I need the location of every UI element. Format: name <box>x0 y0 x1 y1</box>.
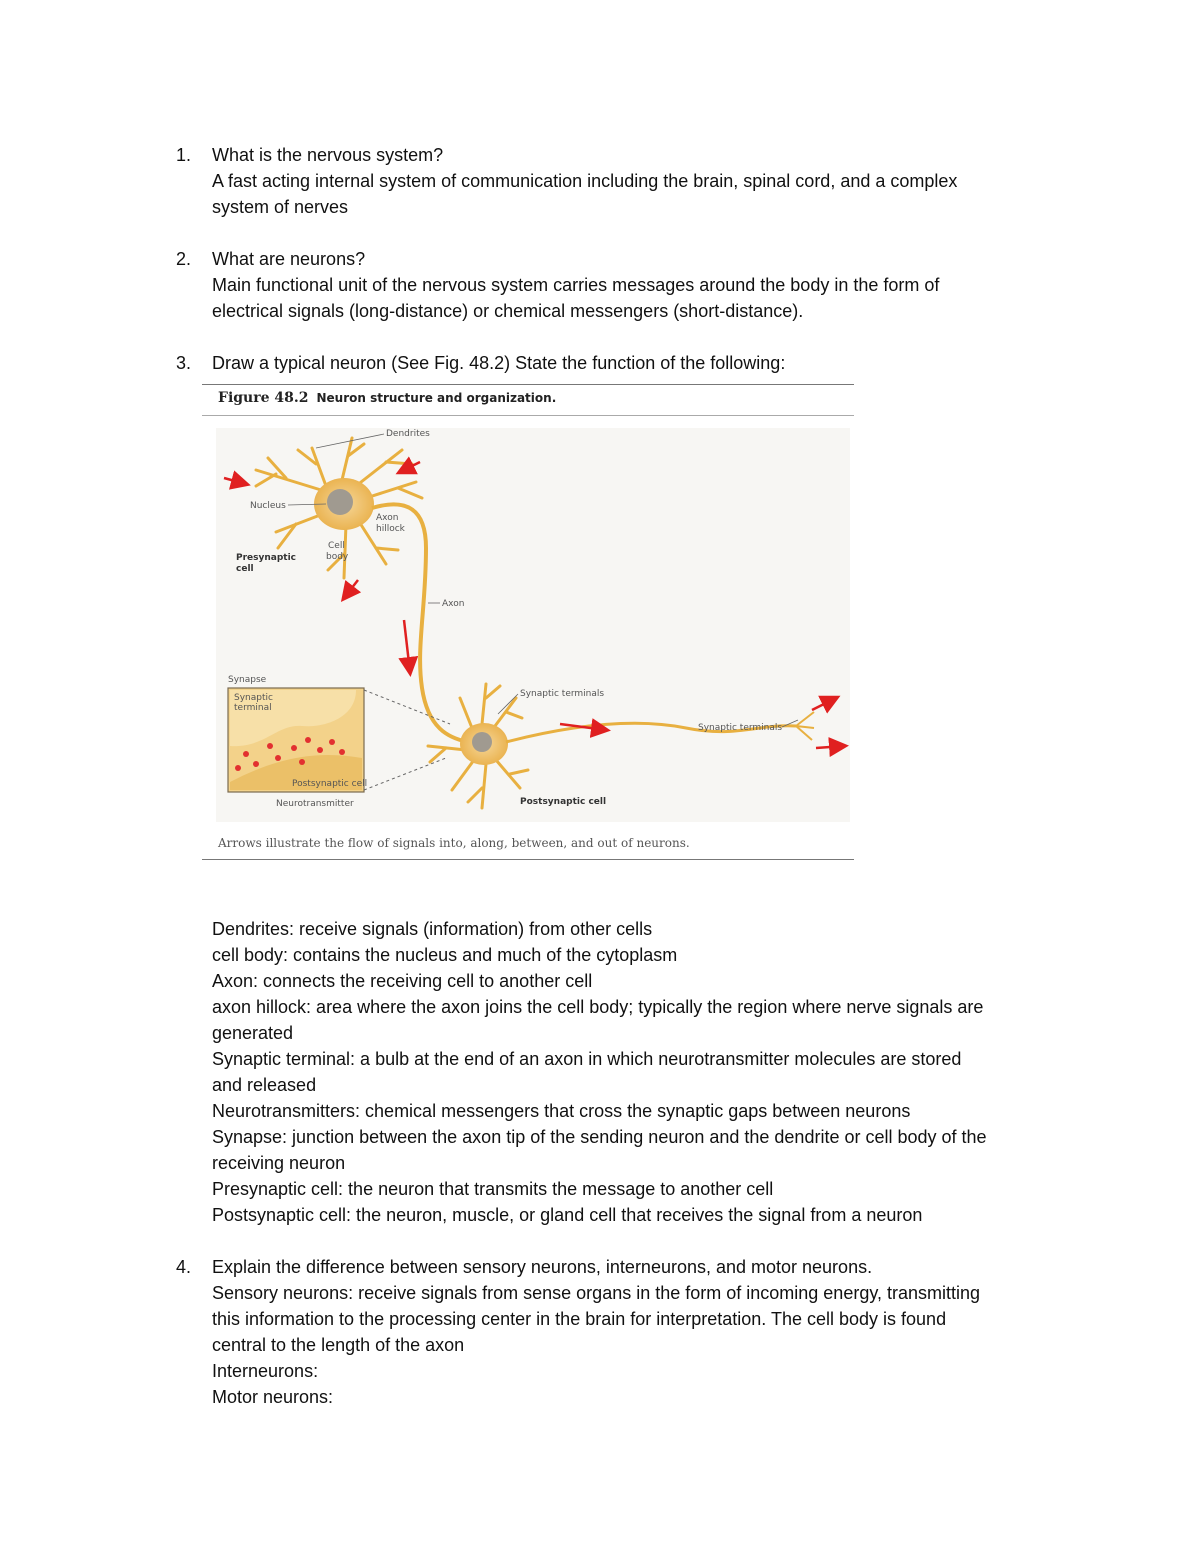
neuron-figure <box>202 378 854 862</box>
definition-line: Synapse: junction between the axon tip of the sending neuron and the dendrite or cell body of the <box>212 1127 987 1147</box>
q4-answer-line: Motor neurons: <box>212 1387 334 1407</box>
figure-subtitle: Neuron structure and organization. <box>316 391 557 405</box>
q2-answer-line: Main functional unit of the nervous system carries messages around the body in the form of <box>212 275 940 295</box>
definition-line: cell body: contains the nucleus and much of the cytoplasm <box>212 945 678 965</box>
figure-panel <box>216 428 850 822</box>
label-cell-body: body <box>326 552 349 562</box>
presynaptic-nucleus <box>327 489 353 515</box>
label-synaptic-terminal: terminal <box>234 703 272 713</box>
q1-question: What is the nervous system? <box>212 145 444 165</box>
definition-line: Presynaptic cell: the neuron that transmits the message to another cell <box>212 1179 774 1199</box>
q2-answer-line: electrical signals (long-distance) or chemical messengers (short-distance). <box>212 301 804 321</box>
postsynaptic-nucleus <box>472 732 492 752</box>
q4-number: 4. <box>176 1257 192 1277</box>
definition-line: Postsynaptic cell: the neuron, muscle, or gland cell that receives the signal from a neuron <box>212 1205 923 1225</box>
label-synaptic-terminal: Synaptic <box>234 693 273 703</box>
neuron-diagram <box>216 428 850 822</box>
label-dendrites: Dendrites <box>386 429 430 439</box>
definition-line: generated <box>212 1023 294 1043</box>
definition-line: Dendrites: receive signals (information) from other cells <box>212 919 653 939</box>
inset-connector <box>364 690 450 724</box>
q4-answer-line: this information to the processing center in the brain for interpretation. The cell body is found <box>212 1309 947 1329</box>
figure-number: Figure 48.2 <box>218 390 309 406</box>
figure-caption: Arrows illustrate the flow of signals into, along, between, and out of neurons. <box>218 836 690 850</box>
q4-answer-line: central to the length of the axon <box>212 1335 465 1355</box>
q1-answer-line: A fast acting internal system of communication including the brain, spinal cord, and a complex <box>212 171 958 191</box>
label-nucleus: Nucleus <box>250 501 286 511</box>
definition-line: Axon: connects the receiving cell to another cell <box>212 971 593 991</box>
q1-number: 1. <box>176 145 192 165</box>
definition-line: axon hillock: area where the axon joins the cell body; typically the region where nerve signals are <box>212 997 984 1017</box>
label-axon: Axon <box>442 599 465 609</box>
figure-title-rule <box>202 415 854 416</box>
q4-question: Explain the difference between sensory neurons, interneurons, and motor neurons. <box>212 1257 873 1277</box>
label-cell-body: Cell <box>328 541 345 551</box>
q2-question: What are neurons? <box>212 249 366 269</box>
inset-connector <box>364 758 446 790</box>
label-postsynaptic-cell-inset: Postsynaptic cell <box>292 779 368 789</box>
label-synaptic-terminals: Synaptic terminals <box>520 689 605 699</box>
figure-title <box>218 390 556 406</box>
end-synaptic-terminals <box>796 712 814 740</box>
definition-line: Synaptic terminal: a bulb at the end of an axon in which neurotransmitter molecules are stored <box>212 1049 962 1069</box>
label-presynaptic-cell: cell <box>236 564 254 574</box>
axon-path <box>372 504 468 742</box>
figure-top-rule <box>202 384 854 385</box>
q4-answer-line: Sensory neurons: receive signals from sense organs in the form of incoming energy, transmitting <box>212 1283 981 1303</box>
label-axon-hillock: Axon <box>376 513 399 523</box>
label-postsynaptic-cell: Postsynaptic cell <box>520 797 607 807</box>
figure-bottom-rule <box>202 859 854 860</box>
q1-answer-line: system of nerves <box>212 197 349 217</box>
label-axon-hillock: hillock <box>376 524 405 534</box>
q2-number: 2. <box>176 249 192 269</box>
definition-line: Neurotransmitters: chemical messengers that cross the synaptic gaps between neurons <box>212 1101 911 1121</box>
label-synaptic-terminals-end: Synaptic terminals <box>698 723 783 733</box>
q3-question: Draw a typical neuron (See Fig. 48.2) State the function of the following: <box>212 353 786 373</box>
definition-line: and released <box>212 1075 317 1095</box>
q3-number: 3. <box>176 353 192 373</box>
definition-line: receiving neuron <box>212 1153 346 1173</box>
label-neurotransmitter: Neurotransmitter <box>276 799 354 809</box>
q4-answer-line: Interneurons: <box>212 1361 319 1381</box>
label-presynaptic-cell: Presynaptic <box>236 553 297 563</box>
label-synapse: Synapse <box>228 675 267 685</box>
